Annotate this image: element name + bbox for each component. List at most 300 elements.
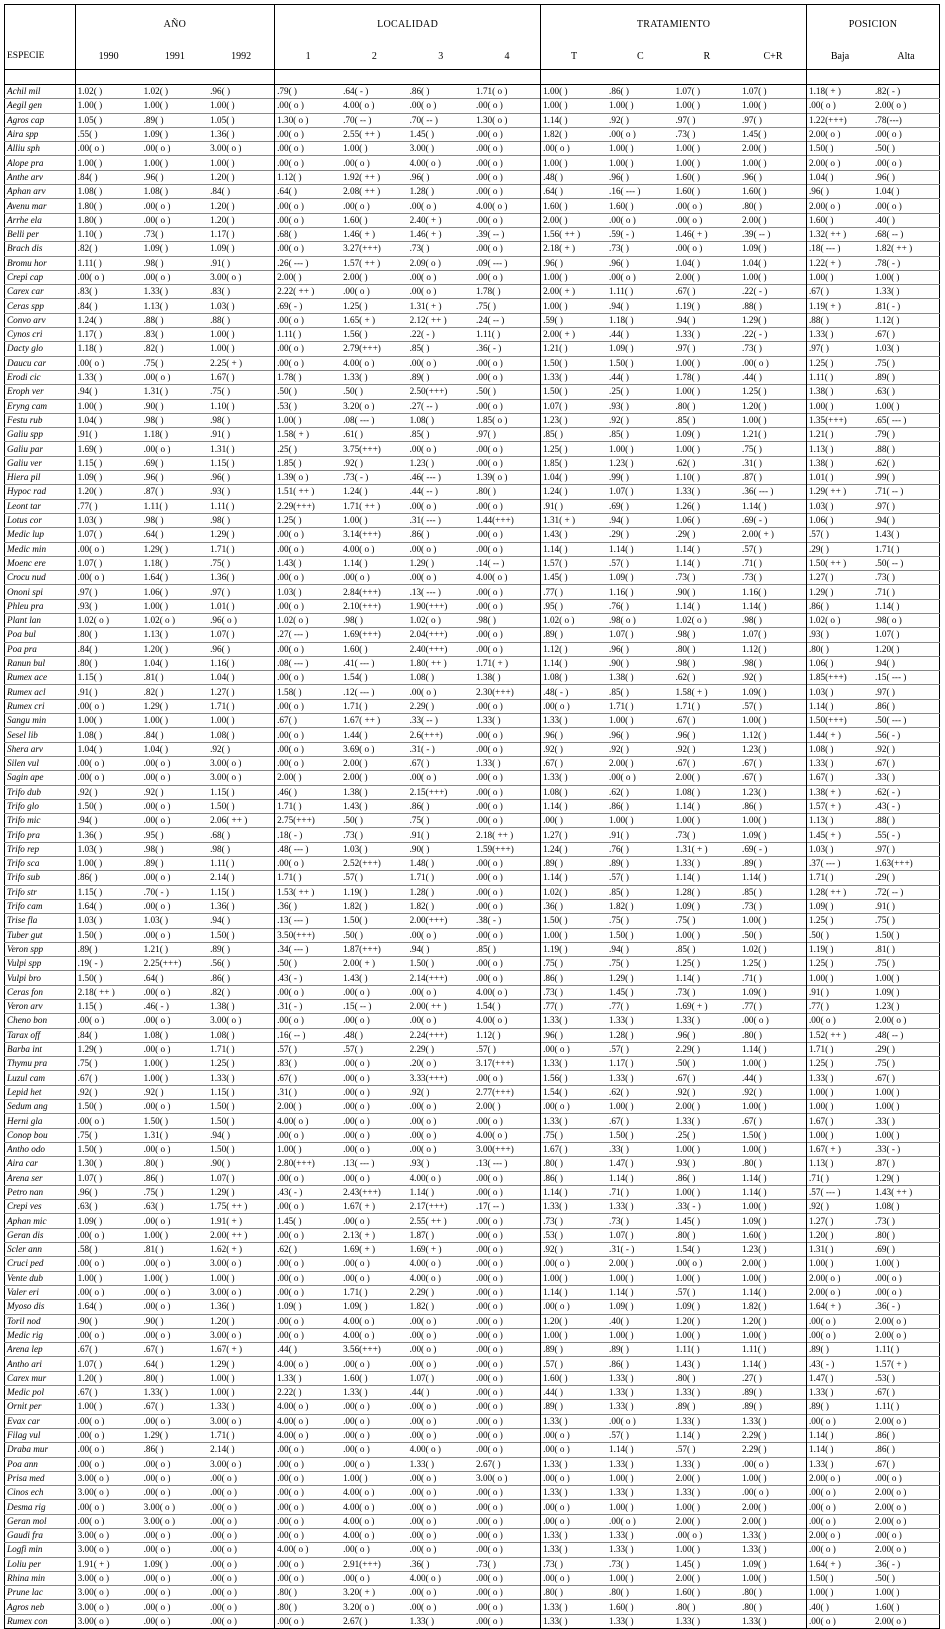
value-cell: .00( o ) xyxy=(541,1100,607,1114)
table-row xyxy=(5,85,940,99)
species-name-cell: Tarax off xyxy=(7,1029,41,1040)
value-cell: .00( o ) xyxy=(275,671,341,685)
value-cell: 1.00( ) xyxy=(143,715,169,726)
value-cell: 1.33( ) xyxy=(476,758,501,769)
value-cell: .00( o ) xyxy=(409,1430,437,1441)
value-cell: .92( ) xyxy=(742,1086,762,1097)
value-cell: 1.29( ) xyxy=(409,557,435,568)
table-row xyxy=(5,728,940,742)
value-cell: 1.25( ) xyxy=(807,957,873,971)
value-cell: .31( --- ) xyxy=(409,515,441,526)
value-cell: 1.69(+++) xyxy=(343,629,381,640)
value-cell: .69( - ) xyxy=(275,299,341,313)
value-cell: 2.18( + ) xyxy=(541,242,607,256)
value-cell: 3.75(+++) xyxy=(343,443,381,454)
value-cell: 4.00( o ) xyxy=(476,572,508,583)
value-cell: .89( ) xyxy=(541,1343,607,1357)
value-cell: .68( -- ) xyxy=(874,229,904,240)
value-cell: 1.38( ) xyxy=(210,1001,235,1012)
value-cell: 2.18( ++ ) xyxy=(75,985,141,999)
value-cell: 1.15( ) xyxy=(75,671,141,685)
species-name-cell: Trifo mic xyxy=(7,815,41,826)
value-cell: .96( ) xyxy=(609,171,629,182)
value-cell: .00( o ) xyxy=(75,1114,141,1128)
species-name-cell: Arena ser xyxy=(7,1172,43,1183)
value-cell: 1.00( ) xyxy=(343,515,368,526)
value-cell: 1.09( ) xyxy=(742,686,767,697)
value-cell: .75( ) xyxy=(609,958,629,969)
table-row xyxy=(5,1614,940,1628)
value-cell: 1.11( ) xyxy=(75,256,141,270)
value-cell: .00( o ) xyxy=(409,1530,437,1541)
value-cell: 1.00( ) xyxy=(874,972,900,983)
value-cell: .36( - ) xyxy=(476,343,502,354)
value-cell: 3.00( o ) xyxy=(143,1501,176,1512)
value-cell: .56( - ) xyxy=(874,729,901,740)
column-header: 3 xyxy=(408,43,474,70)
value-cell: .57( ) xyxy=(742,700,762,711)
table-row xyxy=(5,542,940,556)
value-cell: .67( ) xyxy=(143,1401,164,1412)
value-cell: 1.00( ) xyxy=(874,1101,900,1112)
value-cell: 1.92( ++ ) xyxy=(343,171,381,182)
value-cell: .00( o ) xyxy=(476,700,503,711)
value-cell: 1.82( ) xyxy=(609,901,634,912)
value-cell: .67( ) xyxy=(742,758,762,769)
value-cell: 1.82( ) xyxy=(541,127,607,141)
value-cell: 3.00( o ) xyxy=(75,1571,141,1585)
value-cell: .62( ) xyxy=(675,457,696,468)
table-row xyxy=(5,1328,940,1342)
value-cell: 1.07( ) xyxy=(210,629,235,640)
value-cell: .93( ) xyxy=(675,1158,696,1169)
value-cell: .53( ) xyxy=(874,1372,895,1383)
value-cell: 1.00( ) xyxy=(807,1085,873,1099)
value-cell: 1.33( ) xyxy=(807,756,873,770)
value-cell: 2.14( ) xyxy=(210,1444,235,1455)
value-cell: 1.12( ) xyxy=(874,314,900,325)
value-cell: .90( ) xyxy=(75,1314,141,1328)
value-cell: .86( ) xyxy=(874,1444,895,1455)
value-cell: .80( ) xyxy=(143,1372,164,1383)
value-cell: 1.08( ) xyxy=(409,672,435,683)
value-cell: .40( ) xyxy=(874,214,895,225)
value-cell: 1.04( ) xyxy=(541,471,607,485)
value-cell: .73( ) xyxy=(476,1558,496,1569)
value-cell: .67( ) xyxy=(874,1387,895,1398)
value-cell: .96( ) xyxy=(143,171,164,182)
value-cell: .62( ) xyxy=(675,672,696,683)
value-cell: 1.27( ) xyxy=(210,686,235,697)
value-cell: .81( ) xyxy=(143,672,164,683)
value-cell: 1.08( ) xyxy=(541,671,607,685)
value-cell: 1.13( ) xyxy=(807,1157,873,1171)
value-cell: 2.00( ) xyxy=(742,143,767,154)
species-name-cell: Leont tar xyxy=(7,500,41,511)
value-cell: 1.59(+++) xyxy=(476,843,514,854)
value-cell: 1.20( ) xyxy=(210,1315,235,1326)
value-cell: .73( ) xyxy=(742,572,762,583)
value-cell: 1.33( ) xyxy=(210,1072,235,1083)
value-cell: .75( ) xyxy=(874,958,895,969)
value-cell: .00( o ) xyxy=(409,1015,437,1026)
value-cell: .00( o ) xyxy=(143,1329,171,1340)
value-cell: .00( o ) xyxy=(476,1272,503,1283)
value-cell: 1.14( ) xyxy=(541,113,607,127)
value-cell: .91( ) xyxy=(541,499,607,513)
value-cell: .75( ) xyxy=(541,1128,607,1142)
value-cell: .89( ) xyxy=(210,943,231,954)
value-cell: .00( o ) xyxy=(343,1144,370,1155)
value-cell: 1.00( ) xyxy=(75,156,141,170)
value-cell: 3.00( o ) xyxy=(75,1600,141,1614)
value-cell: 1.14( ) xyxy=(807,699,873,713)
value-cell: 1.54( ) xyxy=(343,672,368,683)
value-cell: .68( ) xyxy=(275,227,341,241)
value-cell: 1.33( ) xyxy=(609,1387,634,1398)
value-cell: .00( o ) xyxy=(143,1472,171,1483)
value-cell: .00( o ) xyxy=(275,742,341,756)
value-cell: .38( - ) xyxy=(476,915,502,926)
value-cell: 1.09( ) xyxy=(742,829,767,840)
value-cell: .73( - ) xyxy=(343,472,369,483)
value-cell: 1.29( ) xyxy=(874,1172,900,1183)
value-cell: .89( ) xyxy=(609,858,629,869)
value-cell: 1.33( ) xyxy=(541,1457,607,1471)
value-cell: 3.33(+++) xyxy=(409,1072,448,1083)
value-cell: .73( ) xyxy=(675,986,696,997)
value-cell: 1.03( ) xyxy=(807,499,873,513)
value-cell: 1.58( ) xyxy=(275,685,341,699)
value-cell: 1.30( o ) xyxy=(476,114,508,125)
value-cell: .67( ) xyxy=(874,1458,895,1469)
value-cell: 2.09( o ) xyxy=(409,257,441,268)
value-cell: 2.00( ) xyxy=(675,1573,701,1584)
value-cell: .00( o ) xyxy=(807,99,873,113)
value-cell: .12( --- ) xyxy=(343,686,375,697)
value-cell: 1.07( ) xyxy=(874,629,900,640)
value-cell: 1.64( + ) xyxy=(807,1557,873,1571)
value-cell: .00( o ) xyxy=(343,1215,370,1226)
species-name-cell: Poa pra xyxy=(7,643,37,654)
species-name-cell: Cheno bon xyxy=(7,1015,48,1026)
value-cell: .00( o ) xyxy=(143,1601,171,1612)
value-cell: 2.00( o ) xyxy=(807,1285,873,1299)
value-cell: .92( ) xyxy=(609,414,629,425)
value-cell: .89( ) xyxy=(143,114,164,125)
value-cell: .80( ) xyxy=(541,1157,607,1171)
column-header-especie: ESPECIE xyxy=(5,43,76,70)
table-row xyxy=(5,1486,940,1500)
value-cell: 1.50( ) xyxy=(742,1129,767,1140)
value-cell: .94( ) xyxy=(409,943,430,954)
value-cell: .00( o ) xyxy=(143,772,171,783)
value-cell: .86( ) xyxy=(541,1171,607,1185)
value-cell: 2.00( + ) xyxy=(742,529,774,540)
value-cell: 1.07( ) xyxy=(742,86,767,97)
value-cell: .89( ) xyxy=(742,1387,762,1398)
value-cell: .00( o ) xyxy=(409,272,437,282)
value-cell: 1.28( ++ ) xyxy=(807,885,873,899)
value-cell: 1.14( ) xyxy=(609,1444,634,1455)
value-cell: .67( ) xyxy=(541,756,607,770)
table-row xyxy=(5,1571,940,1585)
value-cell: .67( ) xyxy=(675,1072,696,1083)
table-row xyxy=(5,1214,940,1228)
value-cell: .00( o ) xyxy=(409,1544,437,1555)
value-cell: 1.03( ) xyxy=(874,343,900,354)
value-cell: 1.50( ) xyxy=(409,958,435,969)
value-cell: .13( --- ) xyxy=(343,1158,375,1169)
value-cell: 1.14( ) xyxy=(742,500,767,511)
species-table xyxy=(4,4,940,1629)
value-cell: .00( o ) xyxy=(275,756,341,770)
value-cell: .73( ) xyxy=(742,343,762,354)
species-name-cell: Barba int xyxy=(7,1044,42,1055)
value-cell: 2.00( o ) xyxy=(807,127,873,141)
value-cell: .88( ) xyxy=(742,300,762,311)
value-cell: .96( ) xyxy=(541,728,607,742)
value-cell: .00( o ) xyxy=(275,156,341,170)
value-cell: 1.31( ) xyxy=(143,386,169,397)
value-cell: 1.18( ) xyxy=(75,342,141,356)
value-cell: .98( ) xyxy=(675,658,696,669)
table-row xyxy=(5,1142,940,1156)
value-cell: .00( o ) xyxy=(75,571,141,585)
value-cell: .00( o ) xyxy=(343,1086,370,1097)
value-cell: 1.51( ++ ) xyxy=(275,485,341,499)
value-cell: .92( ) xyxy=(541,1243,607,1257)
table-row xyxy=(5,142,940,156)
value-cell: .00( o ) xyxy=(476,1329,503,1340)
species-name-cell: Desma rig xyxy=(7,1501,46,1512)
table-row xyxy=(5,485,940,499)
value-cell: 2.75(+++) xyxy=(275,814,341,828)
value-cell: 4.00( o ) xyxy=(343,1487,375,1498)
value-cell: 2.00( ) xyxy=(742,214,767,225)
value-cell: .67( ) xyxy=(143,1344,164,1355)
value-cell: 1.54( ) xyxy=(675,1244,701,1255)
value-cell: 1.00( ) xyxy=(541,85,607,99)
value-cell: .96( ) xyxy=(210,472,231,483)
value-cell: .00( o ) xyxy=(742,1458,769,1469)
value-cell: .00( o ) xyxy=(275,1614,341,1628)
value-cell: 1.29( ) xyxy=(609,972,634,983)
value-cell: 1.14( ) xyxy=(409,1187,435,1197)
value-cell: 3.00( o ) xyxy=(210,1287,242,1298)
value-cell: .84( ) xyxy=(210,186,231,197)
value-cell: .94( ) xyxy=(609,943,629,954)
value-cell: 1.50( ) xyxy=(541,914,607,928)
table-row xyxy=(5,428,940,442)
value-cell: .85( ) xyxy=(609,886,629,897)
value-cell: .94( ) xyxy=(874,658,895,669)
value-cell: .57( ) xyxy=(675,1444,696,1455)
value-cell: 1.25( ) xyxy=(807,1057,873,1071)
value-cell: .64( ) xyxy=(143,972,164,983)
value-cell: .00( o ) xyxy=(343,1015,370,1026)
value-cell: 1.00( ) xyxy=(143,1229,169,1240)
species-name-cell: Loliu per xyxy=(7,1558,41,1569)
value-cell: 3.00( o ) xyxy=(210,272,242,282)
table-row xyxy=(5,1514,940,1528)
value-cell: .96( ) xyxy=(609,729,629,740)
species-name-cell: Veron spp xyxy=(7,943,44,954)
value-cell: 1.21( ) xyxy=(742,429,767,440)
value-cell: .98( ) xyxy=(343,615,363,626)
value-cell: .44( ) xyxy=(541,1386,607,1400)
value-cell: 1.08( ) xyxy=(409,414,435,425)
value-cell: .29( ) xyxy=(874,872,895,883)
value-cell: .00( o ) xyxy=(476,600,503,611)
value-cell: 1.02( o ) xyxy=(409,615,441,626)
value-cell: 1.60( ) xyxy=(874,1601,900,1612)
value-cell: .00( o ) xyxy=(807,1486,873,1500)
value-cell: .00( o ) xyxy=(476,629,503,640)
value-cell: 1.00( ) xyxy=(143,157,169,168)
value-cell: 1.33( ) xyxy=(541,1486,607,1500)
value-cell: .96( ) xyxy=(675,729,696,740)
table-row xyxy=(5,1428,940,1442)
value-cell: 1.00( ) xyxy=(541,156,607,170)
value-cell: 1.02( o ) xyxy=(75,613,141,627)
table-row xyxy=(5,1057,940,1071)
value-cell: .31( - ) xyxy=(275,1000,341,1014)
value-cell: .36( ) xyxy=(275,899,341,913)
value-cell: .80( ) xyxy=(476,486,496,497)
value-cell: .00( o ) xyxy=(874,200,902,211)
value-cell: 4.00( o ) xyxy=(476,1015,508,1026)
value-cell: .69( - ) xyxy=(742,843,768,854)
value-cell: .86( ) xyxy=(675,1172,696,1183)
value-cell: .13( --- ) xyxy=(476,1158,508,1169)
value-cell: 1.11( ) xyxy=(476,329,501,340)
value-cell: .00( o ) xyxy=(275,313,341,327)
table-row xyxy=(5,1128,940,1142)
value-cell: .56( ) xyxy=(210,958,231,969)
value-cell: 1.71( ) xyxy=(343,1287,368,1298)
value-cell: .55( - ) xyxy=(874,829,901,840)
value-cell: 4.00( o ) xyxy=(409,157,441,168)
value-cell: .00( o ) xyxy=(343,1072,370,1083)
value-cell: 1.24( ) xyxy=(541,842,607,856)
value-cell: .31( ) xyxy=(275,1085,341,1099)
value-cell: 1.25( ) xyxy=(210,1058,235,1069)
value-cell: .00( o ) xyxy=(541,1257,607,1271)
species-name-cell: Filag vul xyxy=(7,1430,41,1441)
value-cell: 2.00( ) xyxy=(675,272,701,282)
value-cell: .00( o ) xyxy=(343,1544,370,1555)
value-cell: 1.45( ) xyxy=(275,1214,341,1228)
value-cell: .91( ) xyxy=(75,428,141,442)
column-header: Baja xyxy=(807,43,873,70)
value-cell: 1.31( + ) xyxy=(541,513,607,527)
value-cell: 1.21( ) xyxy=(143,943,169,954)
value-cell: 1.00( ) xyxy=(742,414,767,425)
value-cell: .85( ) xyxy=(675,414,696,425)
value-cell: .00( o ) xyxy=(275,142,341,156)
value-cell: 1.00( ) xyxy=(807,1100,873,1114)
value-cell: 1.00( ) xyxy=(675,143,701,154)
value-cell: .73( ) xyxy=(409,243,430,254)
value-cell: .00( o ) xyxy=(409,986,437,997)
value-cell: 1.57( + ) xyxy=(874,1358,907,1369)
value-cell: .50( ) xyxy=(275,385,341,399)
species-name-cell: Aira car xyxy=(7,1158,38,1169)
value-cell: .67( ) xyxy=(275,714,341,728)
value-cell: 1.67( + ) xyxy=(343,1201,376,1212)
species-name-cell: Trifo pra xyxy=(7,829,40,840)
value-cell: .75( ) xyxy=(609,915,629,926)
value-cell: .80( ) xyxy=(75,656,141,670)
value-cell: 1.00( ) xyxy=(609,1501,634,1512)
value-cell: .82( ) xyxy=(143,343,164,354)
value-cell: 1.50( ) xyxy=(75,971,141,985)
value-cell: 2.12( ++ ) xyxy=(409,314,447,325)
value-cell: 1.22( + ) xyxy=(807,256,873,270)
value-cell: 1.24( ) xyxy=(541,485,607,499)
value-cell: 1.07( ) xyxy=(541,399,607,413)
value-cell: 1.35(+++) xyxy=(807,413,873,427)
value-cell: .99( ) xyxy=(609,472,629,483)
species-name-cell: Logfi min xyxy=(7,1544,43,1555)
value-cell: 1.85(+++) xyxy=(807,671,873,685)
value-cell: .00( o ) xyxy=(476,1587,503,1598)
value-cell: 1.36( ) xyxy=(210,901,235,912)
value-cell: 2.67( ) xyxy=(476,1458,501,1469)
value-cell: .19( - ) xyxy=(75,957,141,971)
value-cell: .33( - ) xyxy=(675,1201,701,1212)
value-cell: .43( - ) xyxy=(275,1185,341,1199)
value-cell: .61( ) xyxy=(343,429,363,440)
value-cell: 1.14( ) xyxy=(742,600,767,611)
value-cell: .00( o ) xyxy=(210,1544,237,1555)
value-cell: 1.00( ) xyxy=(675,1272,701,1283)
table-row xyxy=(5,1528,940,1542)
species-name-cell: Scler ann xyxy=(7,1244,42,1255)
value-cell: .00( o ) xyxy=(609,272,636,282)
value-cell: 1.02( o ) xyxy=(807,613,873,627)
value-cell: 1.00( ) xyxy=(609,443,634,454)
value-cell: 1.57( ) xyxy=(541,556,607,570)
value-cell: 1.80( ++ ) xyxy=(409,658,447,669)
value-cell: 1.67( ) xyxy=(541,1142,607,1156)
value-cell: 2.91(+++) xyxy=(343,1558,381,1569)
value-cell: 1.00( ) xyxy=(609,100,634,111)
table-row xyxy=(5,885,940,899)
value-cell: .31( - ) xyxy=(409,743,435,754)
value-cell: 1.91( + ) xyxy=(75,1557,141,1571)
value-cell: 2.00( + ) xyxy=(541,285,607,299)
value-cell: .16( --- ) xyxy=(609,186,641,197)
value-cell: 4.00( o ) xyxy=(476,1129,508,1140)
value-cell: .00( o ) xyxy=(476,1301,503,1312)
value-cell: 4.00( o ) xyxy=(409,1444,441,1455)
value-cell: .75( ) xyxy=(75,1057,141,1071)
species-name-cell: Carex car xyxy=(7,286,44,297)
value-cell: 2.55( ++ ) xyxy=(409,1215,447,1226)
value-cell: 1.71( ) xyxy=(210,1430,235,1441)
value-cell: .29( ) xyxy=(874,1044,895,1055)
value-cell: 1.00( ) xyxy=(609,143,634,154)
value-cell: .00( o ) xyxy=(143,1530,171,1541)
value-cell: .00( o ) xyxy=(275,1557,341,1571)
value-cell: .62( ) xyxy=(609,1086,629,1097)
value-cell: 1.90(+++) xyxy=(409,600,448,611)
value-cell: 2.77(+++) xyxy=(476,1086,514,1097)
value-cell: 1.07( ) xyxy=(75,1357,141,1371)
value-cell: .00( o ) xyxy=(476,786,503,797)
